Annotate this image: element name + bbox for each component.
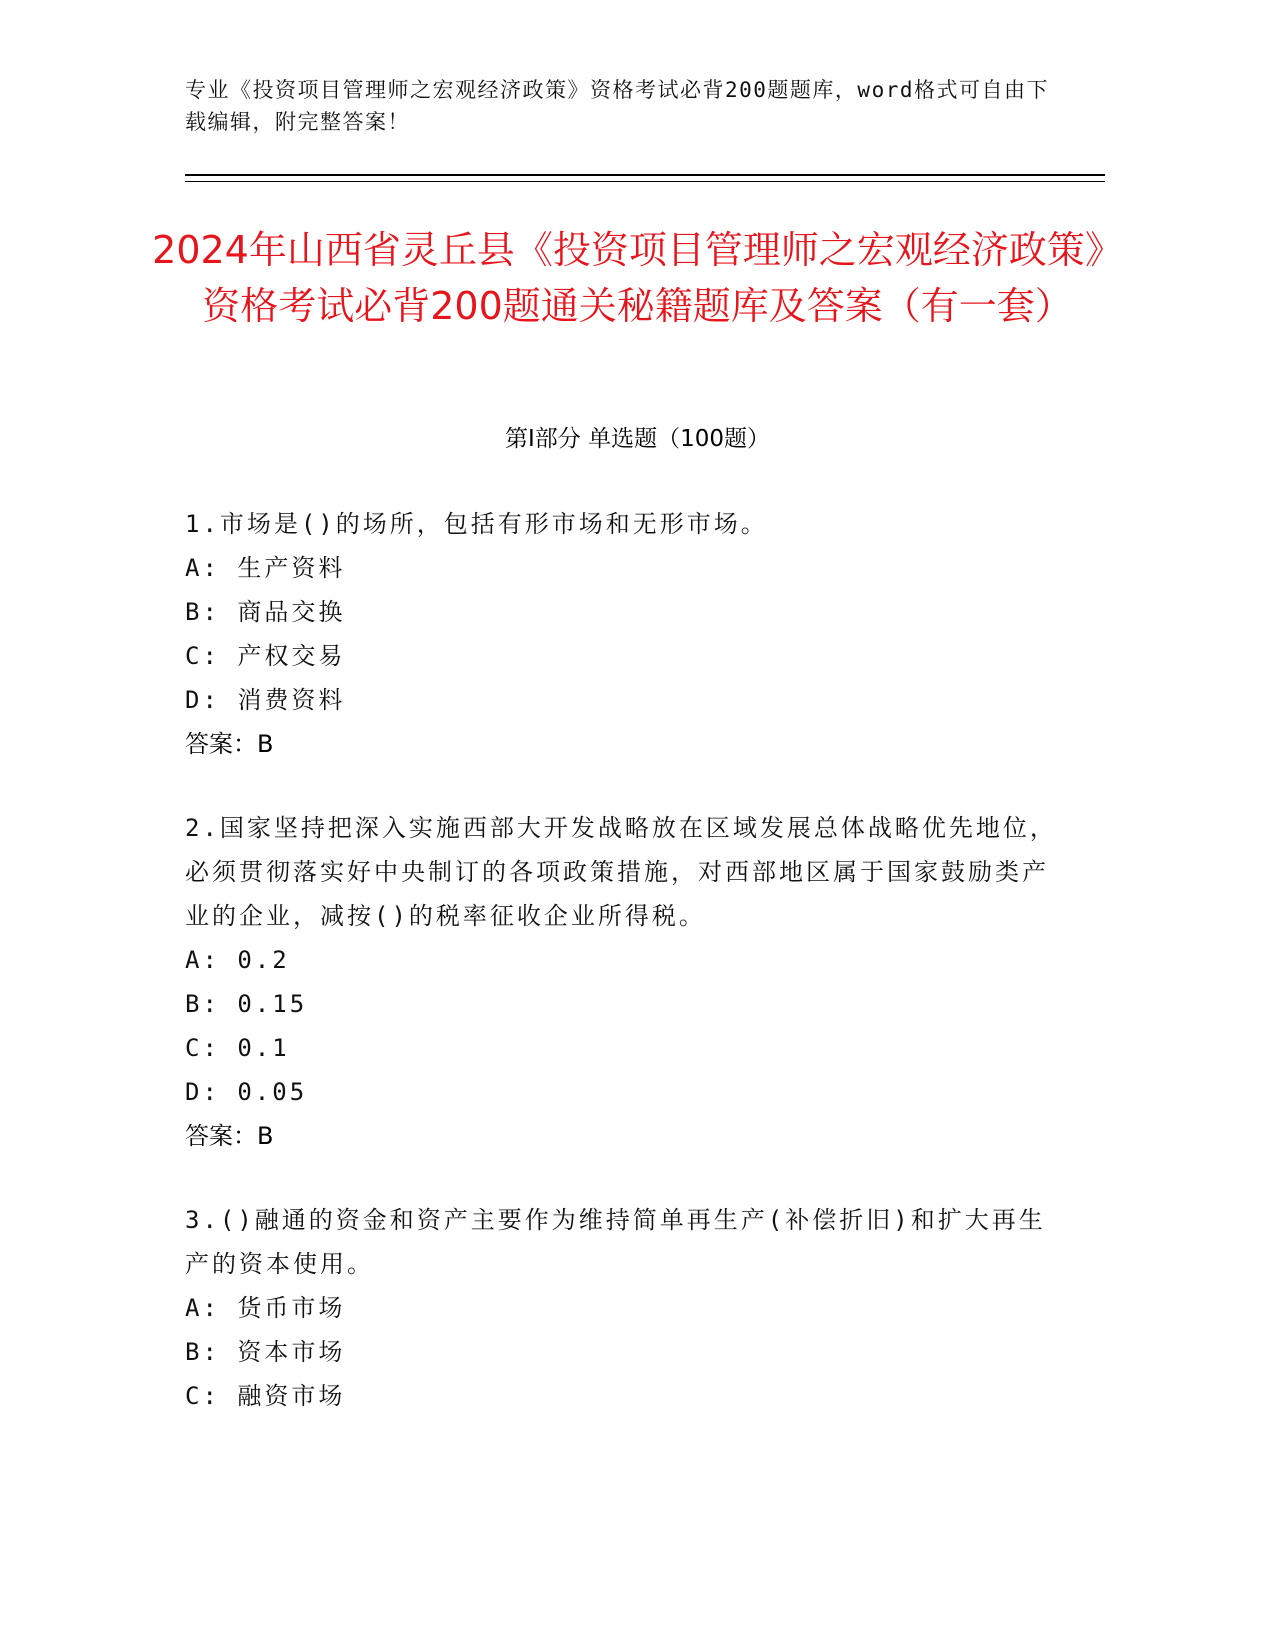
option-b: B: 商品交换 (185, 598, 346, 626)
option-c: C: 产权交易 (185, 642, 346, 670)
question-1 (185, 502, 1065, 766)
question-stem: 2.国家坚持把深入实施西部大开发战略放在区域发展总体战略优先地位，必须贯彻落实好中央制订的各项政策措施，对西部地区属于国家鼓励类产业的企业，减按()的税率征收企业所得税。 (185, 814, 1057, 930)
option-d: D: 消费资料 (185, 686, 346, 714)
question-3 (185, 1198, 1065, 1418)
header-note: 专业《投资项目管理师之宏观经济政策》资格考试必背200题题库，word格式可自由下载编辑，附完整答案！ (185, 78, 1049, 134)
option-a: A: 生产资料 (185, 554, 346, 582)
question-stem: 3.()融通的资金和资产主要作为维持简单再生产(补偿折旧)和扩大再生产的资本使用。 (185, 1206, 1046, 1278)
header-divider-thin (185, 181, 1105, 182)
section-title: 第I部分 单选题（100题） (505, 426, 770, 452)
document-title: 2024年山西省灵丘县《投资项目管理师之宏观经济政策》资格考试必背200题通关秘籍题库及答案（有一套） (152, 228, 1123, 328)
option-c: C: 0.1 (185, 1034, 290, 1062)
answer-line: 答案：B (185, 730, 274, 758)
option-c: C: 融资市场 (185, 1382, 346, 1410)
option-b: B: 0.15 (185, 990, 308, 1018)
option-b: B: 资本市场 (185, 1338, 346, 1366)
option-d: D: 0.05 (185, 1078, 308, 1106)
question-2 (185, 806, 1065, 1158)
option-a: A: 货币市场 (185, 1294, 346, 1322)
answer-line: 答案：B (185, 1122, 274, 1150)
option-a: A: 0.2 (185, 946, 290, 974)
header-divider-thick (185, 174, 1105, 176)
question-stem: 1.市场是()的场所，包括有形市场和无形市场。 (185, 510, 768, 538)
